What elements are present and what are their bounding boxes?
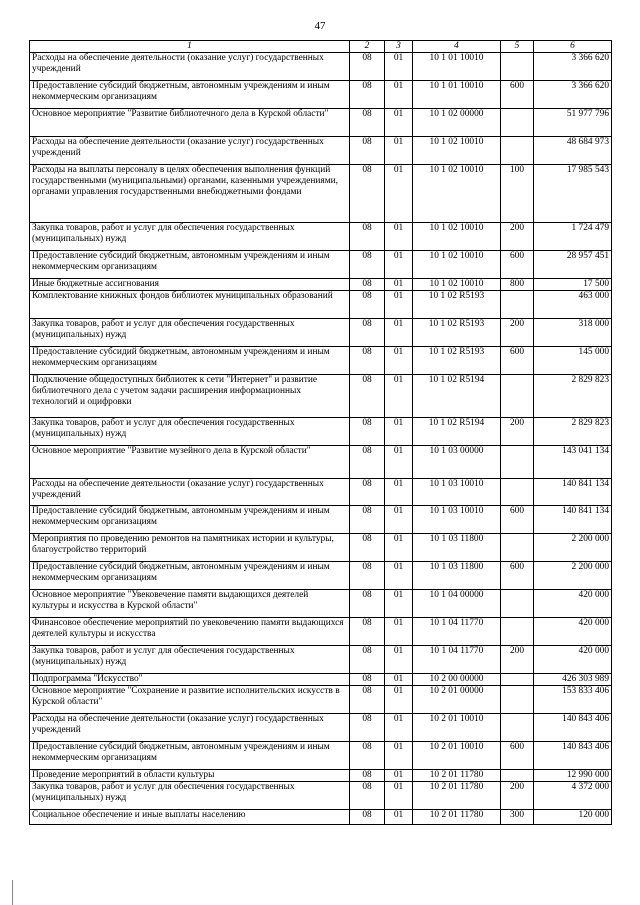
row-subsection: 01 — [385, 347, 413, 375]
row-subsection: 01 — [385, 446, 413, 479]
row-subsection: 01 — [385, 165, 413, 223]
table-row — [30, 646, 612, 674]
header-col-target-article: 4 — [413, 41, 501, 53]
row-target-article: 10 1 02 10010 — [413, 165, 501, 223]
row-section: 08 — [350, 251, 385, 279]
row-amount: 140 843 406 — [534, 714, 612, 742]
row-section: 08 — [350, 418, 385, 446]
row-section: 08 — [350, 742, 385, 770]
row-section: 08 — [350, 770, 385, 782]
row-name: Предоставление субсидий бюджетным, автономным учреждениям и иным некоммерческим организациям — [30, 506, 350, 534]
row-target-article: 10 1 02 10010 — [413, 251, 501, 279]
row-expense-type — [501, 686, 534, 714]
row-amount: 143 041 134 — [534, 446, 612, 479]
row-section: 08 — [350, 137, 385, 165]
row-section: 08 — [350, 223, 385, 251]
table-row — [30, 375, 612, 418]
table-row — [30, 279, 612, 291]
table-row — [30, 714, 612, 742]
row-expense-type — [501, 618, 534, 646]
row-subsection: 01 — [385, 418, 413, 446]
row-section: 08 — [350, 506, 385, 534]
row-amount: 426 303 989 — [534, 674, 612, 686]
row-subsection: 01 — [385, 81, 413, 109]
row-section: 08 — [350, 291, 385, 319]
table-row — [30, 251, 612, 279]
row-amount: 2 829 823 — [534, 375, 612, 418]
row-amount: 51 977 796 — [534, 109, 612, 137]
row-name: Закупка товаров, работ и услуг для обеспечения государственных (муниципальных) нужд — [30, 646, 350, 674]
row-target-article: 10 1 02 00000 — [413, 109, 501, 137]
row-name: Основное мероприятие "Увековечение памяти выдающихся деятелей культуры и искусства в Курской области" — [30, 590, 350, 618]
row-name: Иные бюджетные ассигнования — [30, 279, 350, 291]
table-row — [30, 770, 612, 782]
row-expense-type — [501, 446, 534, 479]
row-section: 08 — [350, 782, 385, 810]
row-subsection: 01 — [385, 714, 413, 742]
row-section: 08 — [350, 686, 385, 714]
row-expense-type: 200 — [501, 782, 534, 810]
table-row — [30, 223, 612, 251]
table-row — [30, 81, 612, 109]
row-section: 08 — [350, 279, 385, 291]
row-subsection: 01 — [385, 109, 413, 137]
row-section: 08 — [350, 479, 385, 506]
table-row — [30, 590, 612, 618]
table-row — [30, 562, 612, 590]
row-section: 08 — [350, 714, 385, 742]
row-subsection: 01 — [385, 319, 413, 347]
header-col-section: 2 — [350, 41, 385, 53]
row-subsection: 01 — [385, 646, 413, 674]
row-name: Комплектование книжных фондов библиотек муниципальных образований — [30, 291, 350, 319]
row-amount: 120 000 — [534, 810, 612, 825]
row-subsection: 01 — [385, 674, 413, 686]
row-name: Расходы на выплаты персоналу в целях обеспечения выполнения функций государственными (муниципальными) органами, казенными учреждениями, органами управления государственными внебюджетными фондами — [30, 165, 350, 223]
row-name: Предоставление субсидий бюджетным, автономным учреждениям и иным некоммерческим организациям — [30, 742, 350, 770]
row-target-article: 10 1 04 00000 — [413, 590, 501, 618]
table-row — [30, 782, 612, 810]
table-row — [30, 291, 612, 319]
row-amount: 463 000 — [534, 291, 612, 319]
row-expense-type: 200 — [501, 646, 534, 674]
row-subsection: 01 — [385, 291, 413, 319]
row-section: 08 — [350, 562, 385, 590]
row-expense-type — [501, 590, 534, 618]
row-target-article: 10 1 03 00000 — [413, 446, 501, 479]
row-section: 08 — [350, 319, 385, 347]
row-expense-type: 600 — [501, 347, 534, 375]
row-name: Закупка товаров, работ и услуг для обеспечения государственных (муниципальных) нужд — [30, 782, 350, 810]
row-expense-type: 100 — [501, 165, 534, 223]
row-subsection: 01 — [385, 223, 413, 251]
row-target-article: 10 2 01 11780 — [413, 810, 501, 825]
row-target-article: 10 1 02 R5193 — [413, 347, 501, 375]
table-row — [30, 418, 612, 446]
row-amount: 145 000 — [534, 347, 612, 375]
row-amount: 420 000 — [534, 590, 612, 618]
table-row — [30, 446, 612, 479]
row-amount: 420 000 — [534, 646, 612, 674]
row-target-article: 10 2 01 10010 — [413, 714, 501, 742]
row-subsection: 01 — [385, 590, 413, 618]
row-amount: 2 200 000 — [534, 562, 612, 590]
table-row — [30, 165, 612, 223]
header-col-expense-type: 5 — [501, 41, 534, 53]
row-amount: 420 000 — [534, 618, 612, 646]
row-expense-type: 600 — [501, 742, 534, 770]
table-row — [30, 618, 612, 646]
row-name: Мероприятия по проведению ремонтов на памятниках истории и культуры, благоустройство территорий — [30, 534, 350, 562]
header-col-amount: 6 — [534, 41, 612, 53]
header-col-name: 1 — [30, 41, 350, 53]
row-name: Подпрограмма "Искусство" — [30, 674, 350, 686]
row-subsection: 01 — [385, 534, 413, 562]
row-expense-type — [501, 714, 534, 742]
row-section: 08 — [350, 590, 385, 618]
row-expense-type — [501, 479, 534, 506]
table-row — [30, 686, 612, 714]
row-subsection: 01 — [385, 810, 413, 825]
row-expense-type: 800 — [501, 279, 534, 291]
table-row — [30, 810, 612, 825]
table-row — [30, 479, 612, 506]
row-amount: 3 366 620 — [534, 53, 612, 81]
row-subsection: 01 — [385, 770, 413, 782]
row-target-article: 10 1 04 11770 — [413, 618, 501, 646]
row-name: Расходы на обеспечение деятельности (оказание услуг) государственных учреждений — [30, 137, 350, 165]
row-section: 08 — [350, 375, 385, 418]
row-amount: 1 724 479 — [534, 223, 612, 251]
page-number: 47 — [314, 20, 326, 32]
row-expense-type — [501, 674, 534, 686]
row-subsection: 01 — [385, 251, 413, 279]
table-row — [30, 347, 612, 375]
row-name: Основное мероприятие "Развитие библиотечного дела в Курской области" — [30, 109, 350, 137]
row-expense-type — [501, 534, 534, 562]
row-subsection: 01 — [385, 782, 413, 810]
table-row — [30, 674, 612, 686]
row-expense-type — [501, 770, 534, 782]
row-target-article: 10 1 02 10010 — [413, 279, 501, 291]
table-row — [30, 109, 612, 137]
row-target-article: 10 1 02 R5194 — [413, 418, 501, 446]
row-expense-type — [501, 109, 534, 137]
row-subsection: 01 — [385, 479, 413, 506]
row-name: Предоставление субсидий бюджетным, автономным учреждениям и иным некоммерческим организациям — [30, 347, 350, 375]
header-row — [30, 41, 612, 53]
row-target-article: 10 1 02 R5194 — [413, 375, 501, 418]
row-amount: 28 957 451 — [534, 251, 612, 279]
row-name: Предоставление субсидий бюджетным, автономным учреждениям и иным некоммерческим организациям — [30, 562, 350, 590]
row-amount: 17 985 543 — [534, 165, 612, 223]
row-target-article: 10 2 01 11780 — [413, 770, 501, 782]
row-name: Основное мероприятие "Сохранение и развитие исполнительских искусств в Курской области" — [30, 686, 350, 714]
table-row — [30, 53, 612, 81]
table-row — [30, 534, 612, 562]
row-amount: 3 366 620 — [534, 81, 612, 109]
table-row — [30, 319, 612, 347]
row-section: 08 — [350, 534, 385, 562]
row-amount: 140 841 134 — [534, 479, 612, 506]
row-amount: 2 829 823 — [534, 418, 612, 446]
row-name: Закупка товаров, работ и услуг для обеспечения государственных (муниципальных) нужд — [30, 319, 350, 347]
row-amount: 4 372 000 — [534, 782, 612, 810]
row-name: Проведение мероприятий в области культуры — [30, 770, 350, 782]
row-target-article: 10 1 02 10010 — [413, 137, 501, 165]
row-target-article: 10 1 04 11770 — [413, 646, 501, 674]
row-amount: 2 200 000 — [534, 534, 612, 562]
row-target-article: 10 1 01 10010 — [413, 81, 501, 109]
row-subsection: 01 — [385, 375, 413, 418]
row-name: Социальное обеспечение и иные выплаты населению — [30, 810, 350, 825]
row-amount: 153 833 406 — [534, 686, 612, 714]
row-subsection: 01 — [385, 562, 413, 590]
row-subsection: 01 — [385, 506, 413, 534]
row-target-article: 10 1 02 R5193 — [413, 291, 501, 319]
row-subsection: 01 — [385, 53, 413, 81]
table-row — [30, 506, 612, 534]
row-name: Закупка товаров, работ и услуг для обеспечения государственных (муниципальных) нужд — [30, 418, 350, 446]
row-section: 08 — [350, 646, 385, 674]
row-name: Предоставление субсидий бюджетным, автономным учреждениям и иным некоммерческим организациям — [30, 81, 350, 109]
header-col-subsection: 3 — [385, 41, 413, 53]
row-name: Закупка товаров, работ и услуг для обеспечения государственных (муниципальных) нужд — [30, 223, 350, 251]
row-amount: 12 990 000 — [534, 770, 612, 782]
table-row — [30, 137, 612, 165]
row-expense-type: 200 — [501, 223, 534, 251]
row-section: 08 — [350, 347, 385, 375]
row-target-article: 10 1 01 10010 — [413, 53, 501, 81]
row-section: 08 — [350, 109, 385, 137]
row-name: Финансовое обеспечение мероприятий по увековечению памяти выдающихся деятелей культуры и искусства — [30, 618, 350, 646]
row-target-article: 10 1 03 10010 — [413, 479, 501, 506]
row-expense-type: 600 — [501, 506, 534, 534]
budget-table — [29, 40, 612, 825]
row-section: 08 — [350, 165, 385, 223]
row-amount: 48 684 973 — [534, 137, 612, 165]
row-expense-type: 600 — [501, 251, 534, 279]
row-amount: 17 500 — [534, 279, 612, 291]
row-subsection: 01 — [385, 742, 413, 770]
row-expense-type: 200 — [501, 418, 534, 446]
row-subsection: 01 — [385, 279, 413, 291]
row-amount: 318 000 — [534, 319, 612, 347]
row-expense-type: 600 — [501, 562, 534, 590]
row-expense-type — [501, 53, 534, 81]
row-expense-type — [501, 291, 534, 319]
row-expense-type — [501, 375, 534, 418]
row-section: 08 — [350, 446, 385, 479]
row-section: 08 — [350, 53, 385, 81]
row-target-article: 10 1 03 10010 — [413, 506, 501, 534]
table-row — [30, 742, 612, 770]
row-name: Расходы на обеспечение деятельности (оказание услуг) государственных учреждений — [30, 53, 350, 81]
row-section: 08 — [350, 81, 385, 109]
row-target-article: 10 2 01 11780 — [413, 782, 501, 810]
row-amount: 140 841 134 — [534, 506, 612, 534]
row-target-article: 10 2 01 00000 — [413, 686, 501, 714]
row-target-article: 10 1 02 R5193 — [413, 319, 501, 347]
row-name: Расходы на обеспечение деятельности (оказание услуг) государственных учреждений — [30, 714, 350, 742]
row-expense-type: 300 — [501, 810, 534, 825]
row-amount: 140 843 406 — [534, 742, 612, 770]
page-edge-mark — [12, 880, 13, 905]
row-section: 08 — [350, 618, 385, 646]
row-expense-type: 600 — [501, 81, 534, 109]
row-target-article: 10 1 03 11800 — [413, 562, 501, 590]
row-expense-type: 200 — [501, 319, 534, 347]
row-section: 08 — [350, 674, 385, 686]
row-expense-type — [501, 137, 534, 165]
row-subsection: 01 — [385, 137, 413, 165]
row-name: Подключение общедоступных библиотек к сети "Интернет" и развитие библиотечного дела с учетом задачи расширения информационных технологий и оцифровки — [30, 375, 350, 418]
row-name: Предоставление субсидий бюджетным, автономным учреждениям и иным некоммерческим организациям — [30, 251, 350, 279]
row-target-article: 10 2 01 10010 — [413, 742, 501, 770]
row-subsection: 01 — [385, 686, 413, 714]
row-name: Расходы на обеспечение деятельности (оказание услуг) государственных учреждений — [30, 479, 350, 506]
row-target-article: 10 2 00 00000 — [413, 674, 501, 686]
row-subsection: 01 — [385, 618, 413, 646]
row-target-article: 10 1 03 11800 — [413, 534, 501, 562]
row-section: 08 — [350, 810, 385, 825]
row-target-article: 10 1 02 10010 — [413, 223, 501, 251]
row-name: Основное мероприятие "Развитие музейного дела в Курской области" — [30, 446, 350, 479]
